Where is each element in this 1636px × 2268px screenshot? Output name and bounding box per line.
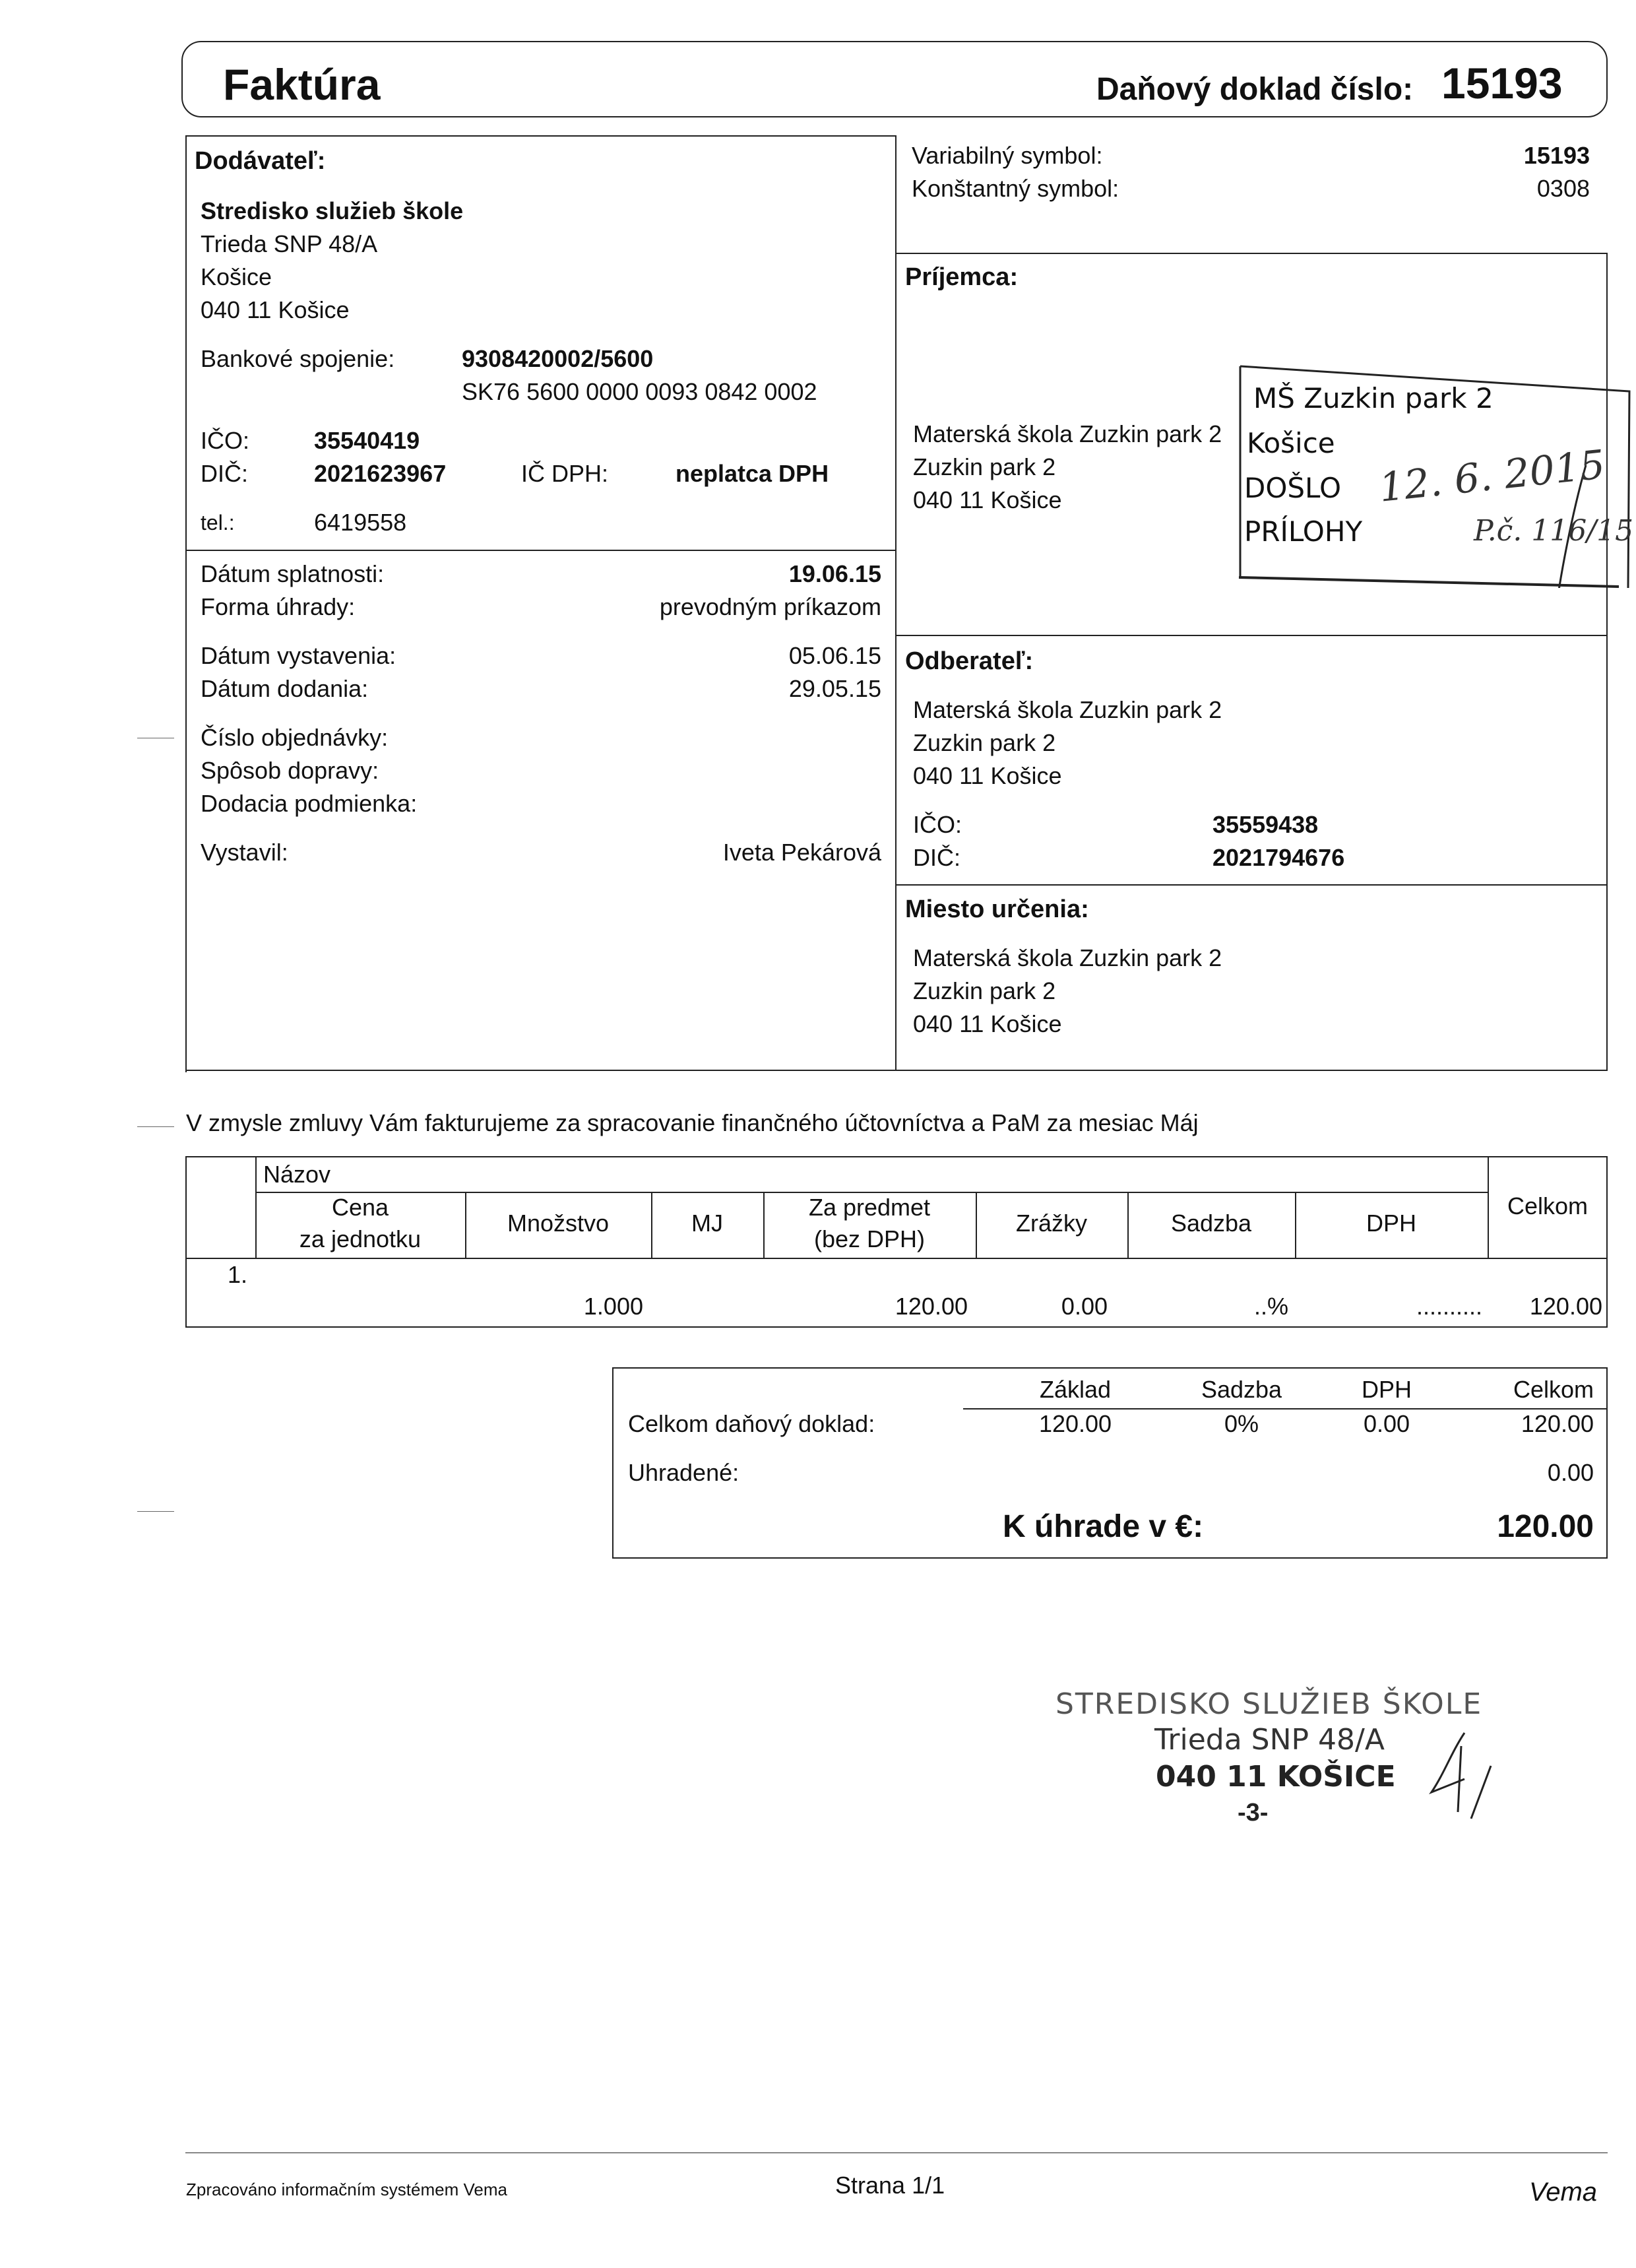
supplier-icdph-label: IČ DPH: [521,460,609,487]
recipient-line1: Materská škola Zuzkin park 2 [913,420,1222,447]
signature [1425,1726,1511,1825]
supplier-tel: 6419558 [314,509,407,536]
payment-method: prevodným príkazom [659,593,881,620]
row-vat: .......... [1416,1293,1482,1320]
summary-rate: 0% [1224,1410,1259,1437]
row-deductions: 0.00 [1061,1293,1108,1320]
col-subtotal-2: (bez DPH) [813,1225,926,1252]
invoice-title: Faktúra [223,60,381,109]
variable-symbol-label: Variabilný symbol: [912,142,1103,169]
due-date-label: Dátum splatnosti: [201,560,385,587]
payment-method-label: Forma úhrady: [201,593,356,620]
iban: SK76 5600 0000 0093 0842 0002 [462,378,817,405]
col-vat: DPH [1366,1210,1416,1237]
stamp-line3: DOŠLO [1244,472,1342,504]
supplier-street: Trieda SNP 48/A [201,230,378,257]
col-unit: MJ [691,1210,723,1237]
variable-symbol: 15193 [1523,142,1590,169]
customer-line3: 040 11 Košice [913,762,1062,789]
company-stamp-line4: -3- [1238,1799,1269,1827]
summary-base-header: Základ [1039,1376,1112,1403]
issue-date: 05.06.15 [788,642,881,669]
issuer-label: Vystavil: [201,839,288,866]
summary-total: 120.00 [1521,1410,1594,1437]
constant-symbol: 0308 [1536,175,1590,202]
stamp-line2: Košice [1247,427,1335,459]
customer-dic-label: DIČ: [913,844,960,871]
destination-line2: Zuzkin park 2 [913,977,1056,1004]
issue-date-label: Dátum vystavenia: [201,642,396,669]
customer-dic: 2021794676 [1212,844,1345,871]
delivery-date: 29.05.15 [788,675,881,702]
col-quantity: Množstvo [507,1210,610,1237]
intro-text: V zmysle zmluvy Vám fakturujeme za spracovanie finančného účtovníctva a PaM za mesiac Máj [186,1109,1199,1136]
stamp-handwritten-ref: P.č. 116/15 [1474,514,1634,548]
bank-label: Bankové spojenie: [201,345,395,372]
recipient-line2: Zuzkin park 2 [913,453,1056,480]
amount-due: 120.00 [1497,1509,1594,1544]
company-stamp-line2: Trieda SNP 48/A [1154,1723,1385,1757]
col-unit-price-1: Cena [331,1194,389,1221]
supplier-name: Stredisko služieb škole [201,197,464,224]
summary-vat-header: DPH [1361,1376,1412,1403]
issuer: Iveta Pekárová [722,839,881,866]
col-unit-price-2: za jednotku [299,1225,422,1252]
company-stamp [1055,1687,1517,1871]
items-table [185,1156,1608,1328]
supplier-tel-label: tel.: [201,511,235,535]
customer-heading: Odberateľ: [905,647,1034,675]
constant-symbol-label: Konštantný symbol: [912,175,1119,202]
customer-ico-label: IČO: [913,811,962,838]
supplier-heading: Dodávateľ: [195,147,326,175]
delivery-terms-label: Dodacia podmienka: [201,790,418,817]
supplier-dic-label: DIČ: [201,460,248,487]
bank-account: 9308420002/5600 [462,345,654,372]
col-subtotal-1: Za predmet [808,1194,931,1221]
stamp-handwritten-date: 12. 6. 2015 [1377,441,1608,511]
col-name: Názov [263,1161,331,1188]
supplier-zip-city: 040 11 Košice [201,296,350,323]
tax-doc-number: 15193 [1441,59,1563,108]
supplier-city: Košice [201,263,272,290]
destination-line1: Materská škola Zuzkin park 2 [913,944,1222,971]
stamp-line1: MŠ Zuzkin park 2 [1253,382,1494,414]
summary-total-doc-label: Celkom daňový doklad: [628,1410,875,1437]
destination-heading: Miesto určenia: [905,895,1089,923]
summary-vat: 0.00 [1363,1410,1410,1437]
supplier-dic: 2021623967 [314,460,447,487]
summary-total-header: Celkom [1513,1376,1594,1403]
row-rate: ..% [1253,1293,1288,1320]
row-total: 120.00 [1529,1293,1602,1320]
supplier-ico-label: IČO: [201,427,250,454]
customer-line1: Materská škola Zuzkin park 2 [913,696,1222,723]
summary-rate-header: Sadzba [1201,1376,1282,1403]
recipient-heading: Príjemca: [905,263,1019,291]
footer-page: Strana 1/1 [835,2172,945,2199]
recipient-line3: 040 11 Košice [913,486,1062,513]
delivery-date-label: Dátum dodania: [201,675,369,702]
summary-paid-label: Uhradené: [628,1459,739,1486]
stamp-line4: PRÍLOHY [1244,515,1363,548]
footer-logo: Vema [1529,2178,1598,2207]
summary-paid: 0.00 [1547,1459,1594,1486]
company-stamp-line3: 040 11 KOŠICE [1156,1760,1396,1794]
col-total: Celkom [1507,1192,1589,1219]
due-date: 19.06.15 [788,560,881,587]
amount-due-label: K úhrade v €: [1003,1509,1204,1544]
row-subtotal: 120.00 [895,1293,968,1320]
row-index: 1. [228,1261,248,1288]
col-deductions: Zrážky [1016,1210,1087,1237]
tax-doc-label: Daňový doklad číslo: [1096,72,1414,107]
destination-line3: 040 11 Košice [913,1010,1062,1037]
supplier-icdph: neplatca DPH [676,460,829,487]
summary-base: 120.00 [1038,1410,1112,1437]
transport-label: Spôsob dopravy: [201,757,379,784]
customer-ico: 35559438 [1212,811,1319,838]
order-number-label: Číslo objednávky: [201,724,389,751]
customer-line2: Zuzkin park 2 [913,729,1056,756]
received-stamp [1230,360,1633,588]
row-quantity: 1.000 [583,1293,643,1320]
supplier-ico: 35540419 [314,427,420,454]
footer-system: Zpracováno informačním systémem Vema [186,2180,507,2199]
col-rate: Sadzba [1170,1210,1252,1237]
company-stamp-line1: STREDISKO SLUŽIEB ŠKOLE [1055,1687,1483,1721]
